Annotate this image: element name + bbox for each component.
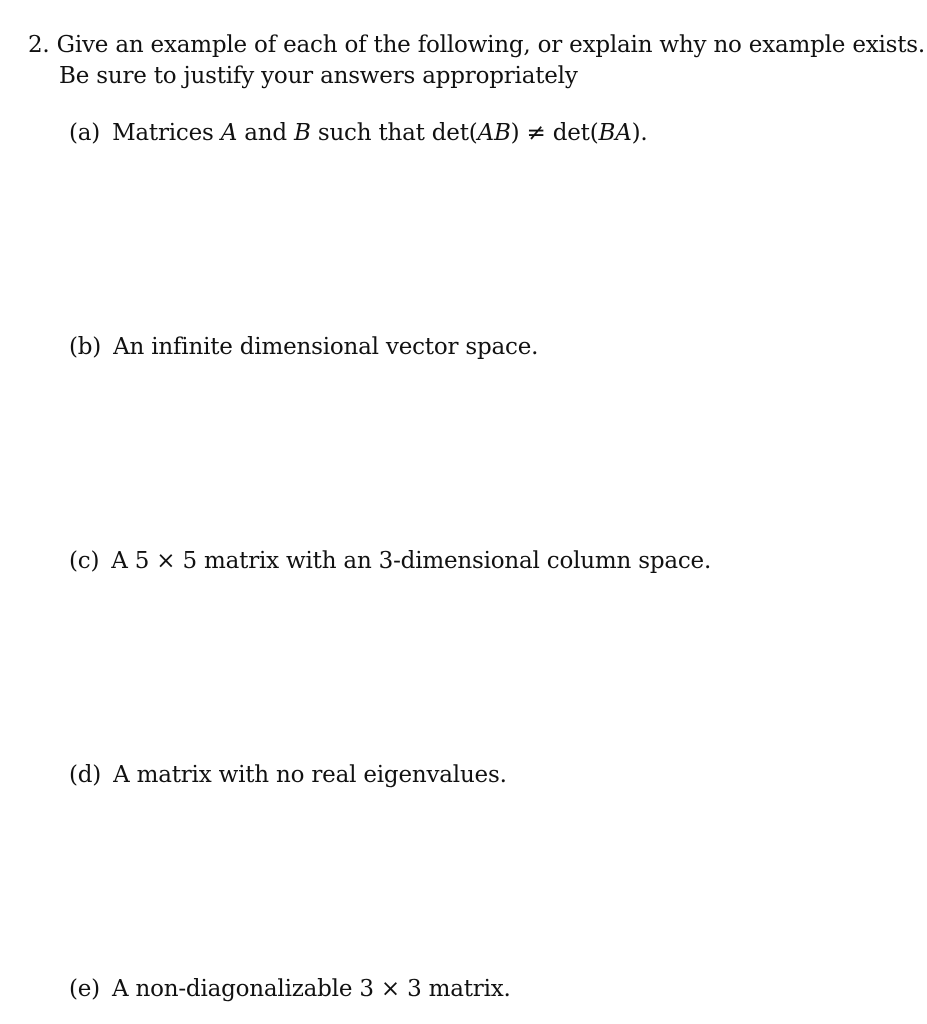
part-e [69,974,511,1005]
part-a-text-and: and [237,120,295,146]
part-d-label: (d) [69,762,102,788]
part-d-text: A matrix with no real eigenvalues. [113,762,507,788]
part-a-expr-ab: AB [477,120,511,146]
part-c-label: (c) [69,548,100,574]
part-e-label: (e) [69,976,100,1002]
part-a-var-a: A [220,120,238,146]
part-c-text: A 5 × 5 matrix with an 3-dimensional column space. [111,548,712,574]
problem-statement [28,30,926,92]
part-d [69,760,507,791]
part-a-text-post: ). [631,120,648,146]
part-c [69,546,711,577]
problem-number: 2. [28,32,50,58]
part-b [69,332,538,363]
problem-text-line-1: Give an example of each of the following, or explain why no example exists. [56,32,926,58]
part-b-label: (b) [69,334,102,360]
part-a-text-such-that: such that det( [310,120,478,146]
part-a-expr-ba: BA [598,120,632,146]
part-a [69,118,648,149]
part-a-text-pre: Matrices [112,120,221,146]
part-e-text: A non-diagonalizable 3 × 3 matrix. [111,976,511,1002]
part-b-text: An infinite dimensional vector space. [113,334,539,360]
problem-line-1 [28,30,926,61]
part-a-var-b: B [294,120,311,146]
part-a-text-neq: ) ≠ det( [510,120,599,146]
part-a-label: (a) [69,120,101,146]
problem-line-2: Be sure to justify your answers appropriately [59,63,578,89]
